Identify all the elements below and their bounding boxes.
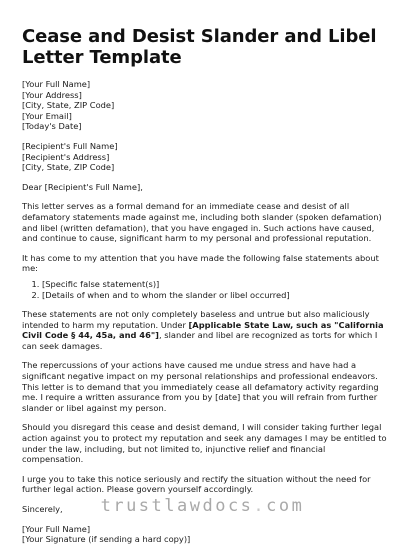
paragraph-legal-basis <box>22 309 388 351</box>
legal-basis-text-after: , slander and libel are recognized as torts for which I can seek damages. <box>22 330 378 351</box>
sender-email: [Your Email] <box>22 110 72 121</box>
paragraph-statements-intro: It has come to my attention that you have made the following false statements about me: <box>22 252 379 274</box>
recipient-name: [Recipient's Full Name] <box>22 140 118 151</box>
sender-city: [City, State, ZIP Code] <box>22 100 115 111</box>
legal-basis-text-before: These statements are not only completely baseless and untrue but also maliciously intended to harm my reputation. Under <box>22 309 370 330</box>
false-statements-list <box>22 279 388 300</box>
recipient-city: [City, State, ZIP Code] <box>22 162 115 173</box>
closing: Sincerely, <box>22 504 63 514</box>
list-item: 1. [Specific false statement(s)] <box>42 279 388 290</box>
document-title: Cease and Desist Slander and Libel Letter Template <box>22 26 377 68</box>
sender-block <box>22 79 388 132</box>
recipient-address: [Recipient's Address] <box>22 151 110 162</box>
letter-document <box>22 26 388 554</box>
recipient-block <box>22 141 388 173</box>
sender-address: [Your Address] <box>22 89 82 100</box>
watermark-logo: trustlawdocs.com <box>100 496 305 516</box>
paragraph-repercussions: The repercussions of your actions have caused me undue stress and have had a significant negative impact on my personal relationships and professional endeavors. This letter is to demand that you immediately cease all defamatory activity regarding me. I require a written assurance from you by [date] that you will refrain from further slander or libel against my person. <box>22 360 379 413</box>
sender-date: [Today's Date] <box>22 121 82 132</box>
signature-name: [Your Full Name] <box>22 523 91 534</box>
list-item: 2. [Details of when and to whom the slander or libel occurred] <box>42 290 388 301</box>
paragraph-demand: This letter serves as a formal demand for an immediate cease and desist of all defamatory statements made against me, including both slander (spoken defamation) and libel (written defamation), that you have engaged in. Such actions have caused, and continue to cause, significant harm to my personal and professional reputation. <box>22 201 382 244</box>
paragraph-urge: I urge you to take this notice seriously and rectify the situation without the need for further legal action. Please govern yourself accordingly. <box>22 473 371 495</box>
signature-block <box>22 524 388 545</box>
signature-line: [Your Signature (if sending a hard copy)] <box>22 534 191 545</box>
sender-name: [Your Full Name] <box>22 79 91 89</box>
salutation: Dear [Recipient's Full Name], <box>22 181 143 192</box>
applicable-law: [Applicable State Law, such as "California Civil Code § 44, 45a, and 46"] <box>22 319 384 341</box>
paragraph-further-action: Should you disregard this cease and desist demand, I will consider taking further legal action against you to protect my reputation and seek any damages I may be entitled to under the law, including, but not limited to, injunctive relief and financial compensation. <box>22 422 387 465</box>
